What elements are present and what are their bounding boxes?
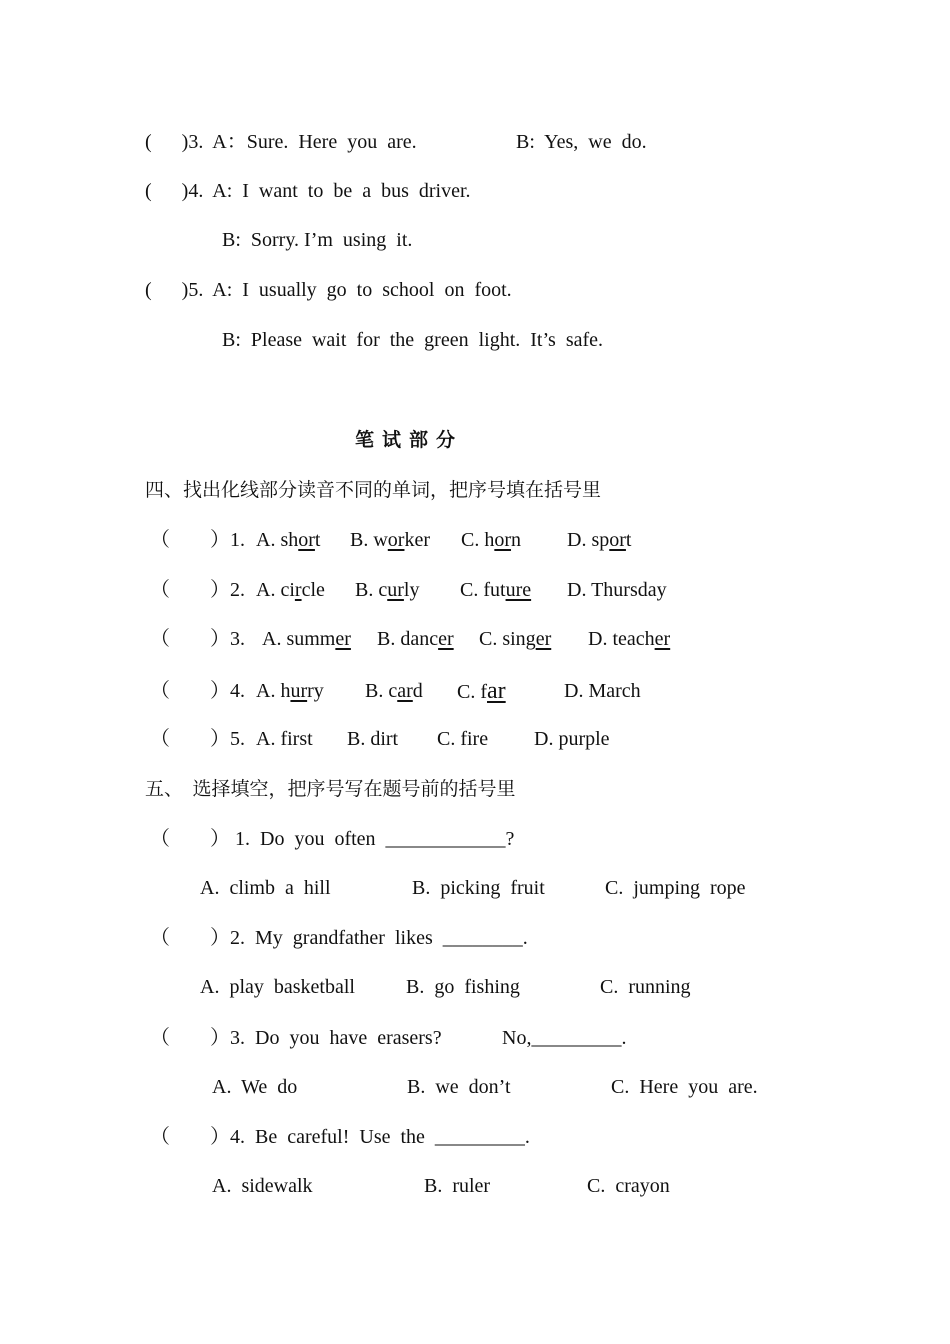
option-b: B. ruler bbox=[424, 1175, 491, 1197]
question-4-number: （ ）4. bbox=[150, 680, 245, 702]
option-a: A. play basketball bbox=[200, 976, 355, 998]
underlined-letters: er bbox=[438, 628, 454, 650]
underlined-letters: ur bbox=[387, 579, 404, 601]
question-5-number: （ ）5. bbox=[150, 728, 245, 750]
word-option-a: A. first bbox=[256, 728, 313, 750]
word-option-d: D. sport bbox=[567, 529, 632, 551]
question-text: 4. Be careful! Use the _________. bbox=[230, 1126, 530, 1148]
question-text: 1. Do you often ____________? bbox=[235, 828, 515, 850]
word-option-c: C. far bbox=[457, 678, 506, 704]
word-option-b: B. curly bbox=[355, 579, 420, 601]
answer-paren: ( bbox=[145, 180, 152, 202]
answer-paren: （ ） bbox=[150, 927, 230, 949]
option-c: C. jumping rope bbox=[605, 877, 746, 899]
word-option-a: A. short bbox=[256, 529, 321, 551]
word-option-c: C. singer bbox=[479, 628, 552, 650]
underlined-letters: ure bbox=[505, 579, 532, 601]
question-3 bbox=[150, 1026, 442, 1050]
answer-paren: （ ） bbox=[150, 828, 230, 850]
word-option-a: A. summer bbox=[262, 628, 351, 650]
answer-paren: ( bbox=[145, 131, 152, 153]
listening-item-3-b: B: Yes, we do. bbox=[516, 131, 647, 153]
answer-paren: （ ） bbox=[150, 1027, 230, 1049]
question-3-answer: No,_________. bbox=[502, 1027, 627, 1049]
word-option-b: B. worker bbox=[350, 529, 431, 551]
answer-paren: （ ） bbox=[150, 1126, 230, 1148]
underlined-letters: er bbox=[654, 628, 671, 650]
word-option-a: A. circle bbox=[256, 579, 325, 601]
word-option-c: C. fire bbox=[437, 728, 489, 750]
section-title: 笔试部分 bbox=[355, 429, 464, 451]
question-text: 2. My grandfather likes ________. bbox=[230, 927, 528, 949]
underlined-letters: er bbox=[335, 628, 351, 650]
option-c: C. crayon bbox=[587, 1175, 670, 1197]
underlined-letters: or bbox=[494, 529, 512, 551]
word-option-d: D. purple bbox=[534, 728, 610, 750]
underlined-letters: er bbox=[535, 628, 552, 650]
option-b: B. picking fruit bbox=[412, 877, 545, 899]
option-a: A. sidewalk bbox=[212, 1175, 313, 1197]
answer-paren: ( bbox=[145, 279, 152, 301]
question-text: 3. Do you have erasers? bbox=[230, 1027, 442, 1049]
option-c: C. running bbox=[600, 976, 691, 998]
word-option-d: D. Thursday bbox=[567, 579, 667, 601]
underlined-letters: ar bbox=[397, 680, 413, 702]
option-a: A：Sure. Here you are. bbox=[212, 131, 417, 153]
underlined-letters: or bbox=[298, 529, 315, 551]
option-b: B. go fishing bbox=[406, 976, 520, 998]
option-c: C. Here you are. bbox=[611, 1076, 758, 1098]
word-option-c: C. horn bbox=[461, 529, 522, 551]
question-2 bbox=[150, 926, 528, 950]
underlined-letters: r bbox=[294, 579, 302, 601]
underlined-letters: or bbox=[609, 529, 626, 551]
question-4 bbox=[150, 1125, 530, 1149]
question-1 bbox=[150, 827, 514, 851]
word-option-a: A. hurry bbox=[256, 680, 324, 702]
section-5-heading: 五、 选择填空，把序号写在题号前的括号里 bbox=[145, 778, 516, 800]
word-option-b: B. dirt bbox=[347, 728, 399, 750]
listening-item-4: ( )4. A: I want to be a bus driver. bbox=[145, 180, 471, 202]
listening-item-5-b: B: Please wait for the green light. It’s safe. bbox=[222, 329, 604, 351]
section-4-heading: 四、找出化线部分读音不同的单词，把序号填在括号里 bbox=[145, 479, 602, 501]
word-option-d: D. teacher bbox=[588, 628, 671, 650]
option-a: A: I usually go to school on foot. bbox=[212, 279, 512, 301]
question-1-number: （ ）1. bbox=[150, 529, 245, 551]
option-a: A. climb a hill bbox=[200, 877, 331, 899]
option-a: A: I want to be a bus driver. bbox=[212, 180, 471, 202]
word-option-b: B. card bbox=[365, 680, 423, 702]
listening-item-5: ( )5. A: I usually go to school on foot. bbox=[145, 279, 512, 301]
word-option-d: D. March bbox=[564, 680, 641, 702]
underlined-letters: ar bbox=[487, 678, 506, 704]
underlined-letters: or bbox=[387, 529, 405, 551]
word-option-b: B. dancer bbox=[377, 628, 454, 650]
word-option-c: C. future bbox=[460, 579, 532, 601]
listening-item-4-b: B: Sorry. I’m using it. bbox=[222, 229, 413, 251]
underlined-letters: ur bbox=[290, 680, 308, 702]
question-3-number: （ ）3. bbox=[150, 628, 245, 650]
listening-item-3: ( )3. A：Sure. Here you are. bbox=[145, 131, 417, 153]
question-2-number: （ ）2. bbox=[150, 579, 245, 601]
option-b: B. we don’t bbox=[407, 1076, 511, 1098]
option-a: A. We do bbox=[212, 1076, 298, 1098]
